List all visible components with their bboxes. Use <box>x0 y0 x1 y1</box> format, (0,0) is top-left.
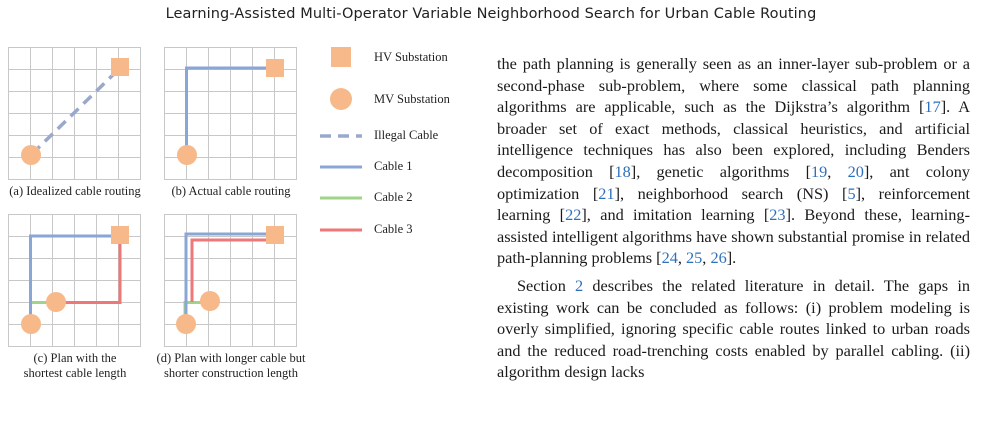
text-run: ], and imitation learning [ <box>581 205 770 225</box>
mv-substation <box>46 292 66 312</box>
legend-hv-label: HV Substation <box>374 50 448 64</box>
legend-symbols <box>320 40 364 240</box>
panel-d-shorter-construction <box>164 214 298 348</box>
caption-d-line1: (d) Plan with longer cable but <box>156 351 306 365</box>
text-run: Section <box>517 275 576 295</box>
legend-mv-symbol <box>330 88 352 110</box>
text-run: describes the related literature in detail. The gaps in existing work can be concluded as follows: (i) problem modeling is overly simplified, ignoring specific cable routes linked to urban roads and the reduced road-trenching costs enabled by parallel cabling. (ii) algorithm design lacks <box>497 275 970 382</box>
legend-mv-label: MV Substation <box>374 92 450 106</box>
legend-cable3-label: Cable 3 <box>374 222 413 236</box>
section-ref-2[interactable]: 2 <box>575 275 584 295</box>
panel-b-actual-routing <box>164 47 298 181</box>
cable-3 <box>52 236 120 303</box>
citation-19[interactable]: 19 <box>811 161 828 181</box>
cable-3 <box>192 240 274 302</box>
text-run: ], ant colony optimization [ <box>497 161 971 203</box>
caption-c-line2: shortest cable length <box>23 366 127 380</box>
caption-b: (b) Actual cable routing <box>171 184 291 198</box>
caption-d <box>156 351 306 381</box>
paragraph-2 <box>497 275 970 383</box>
legend-hv-symbol <box>331 47 351 67</box>
legend-illegal-label: Illegal Cable <box>374 128 439 142</box>
text-run: , <box>827 161 848 181</box>
text-run: ], genetic algorithms [ <box>630 161 812 181</box>
mv-substation <box>21 314 41 334</box>
citation-23[interactable]: 23 <box>769 205 786 225</box>
citation-21[interactable]: 21 <box>598 183 615 203</box>
mv-substation <box>177 145 197 165</box>
hv-substation <box>266 226 284 244</box>
text-run: ], reinforcement learning [ <box>497 183 970 225</box>
citation-25[interactable]: 25 <box>686 248 703 268</box>
caption-c-line1: (c) Plan with the <box>33 351 117 365</box>
mv-substation <box>200 291 220 311</box>
citation-26[interactable]: 26 <box>710 248 727 268</box>
body-text-column <box>497 53 970 383</box>
citation-17[interactable]: 17 <box>924 97 941 117</box>
text-run: ]. Beyond these, learning-assisted intelligent algorithms have shown substantial promise in related path-planning problems [ <box>497 205 970 268</box>
caption-a: (a) Idealized cable routing <box>9 184 141 198</box>
panel-c-shortest-cable <box>8 214 142 348</box>
citation-5[interactable]: 5 <box>847 183 856 203</box>
hv-substation <box>111 58 129 76</box>
mv-substation <box>176 314 196 334</box>
text-run: ], neighborhood search (NS) [ <box>614 183 848 203</box>
hv-substation <box>111 226 129 244</box>
running-header: Learning-Assisted Multi-Operator Variable Neighborhood Search for Urban Cable Routing <box>165 6 817 22</box>
text-run: ]. <box>726 248 737 268</box>
panel-a-idealized-routing <box>8 47 142 181</box>
citation-20[interactable]: 20 <box>847 161 864 181</box>
hv-substation <box>266 59 284 77</box>
text-run: ]. A broader set of exact methods, classical heuristics, and artificial intelligence techniques has also been explored, including Benders decomposition [ <box>497 97 971 181</box>
text-run: , <box>702 248 711 268</box>
text-run: , <box>677 248 687 268</box>
legend-cable1-label: Cable 1 <box>374 159 413 173</box>
paragraph-1 <box>497 53 970 269</box>
caption-c <box>0 351 150 381</box>
caption-d-line2: shorter construction length <box>164 366 298 380</box>
citation-22[interactable]: 22 <box>565 205 582 225</box>
legend-cable2-label: Cable 2 <box>374 190 413 204</box>
citation-24[interactable]: 24 <box>661 248 678 268</box>
mv-substation <box>21 145 41 165</box>
citation-18[interactable]: 18 <box>614 161 631 181</box>
illegal-cable <box>32 69 119 154</box>
text-run: the path planning is generally seen as an inner-layer sub-problem or a second-phase sub-problem, where some classical path planning algorithms are applicable, such as the Dijkstra’s algorithm [ <box>497 54 970 117</box>
